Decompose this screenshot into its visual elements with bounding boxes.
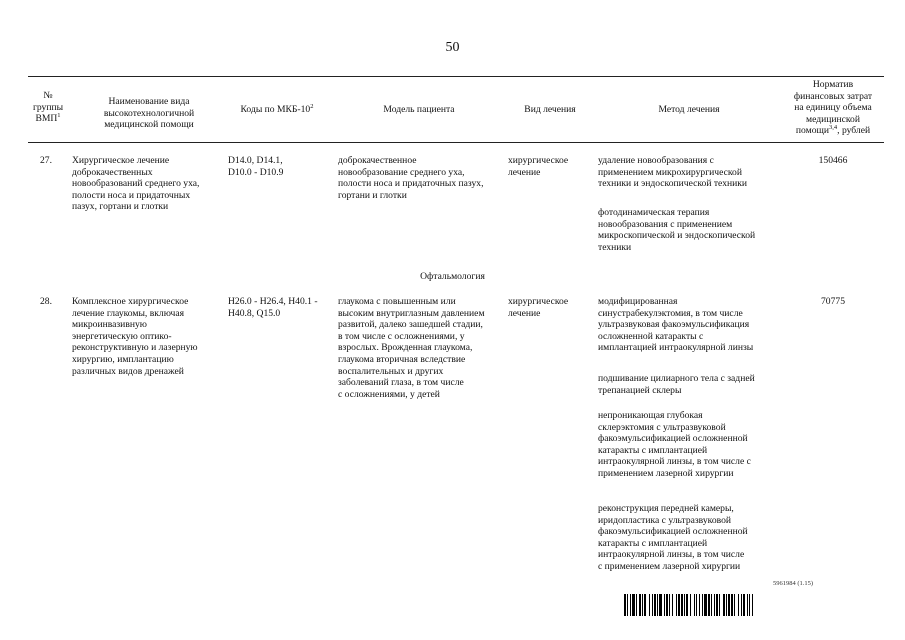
barcode-bar: [738, 594, 739, 616]
barcode-bar: [699, 594, 700, 616]
barcode-bar: [666, 594, 668, 616]
barcode: [624, 594, 884, 616]
barcode-bar: [690, 594, 691, 616]
header-treatment-type: Вид лечения: [524, 104, 576, 115]
barcode-bar: [743, 594, 745, 616]
row-treatment-type: хирургическое лечение: [508, 296, 569, 319]
barcode-bar: [630, 594, 631, 616]
barcode-bar: [624, 594, 626, 616]
barcode-bar: [676, 594, 677, 616]
row-patient-model: глаукома с повышенным или высоким внутриглазным давлением развитой, далеко зашедшей стадии, в том числе с осложнениями, у взрослых. Врожденная глаукома, глаукома вторичная вследствие воспалительных и других заболеваний глаза, в том числе с осложнениями, у детей: [338, 296, 485, 400]
barcode-bar: [642, 594, 643, 616]
barcode-caption: 5961984 (1.15): [773, 580, 814, 587]
barcode-bar: [672, 594, 673, 616]
header-care-type: Наименование вида высокотехнологичной медицинской помощи: [103, 96, 195, 131]
row-method-3: непроникающая глубокая склерэктомия с ультразвуковой факоэмульсификацией осложненной катаракты с имплантацией интраокулярной линзы, в том числе с применением лазерной хирургии: [598, 410, 751, 479]
barcode-bar: [678, 594, 680, 616]
row-cost-norm: 150466: [818, 155, 848, 166]
barcode-bar: [627, 594, 628, 616]
barcode-bar: [708, 594, 710, 616]
barcode-bar: [649, 594, 650, 616]
section-title: Офтальмология: [420, 271, 485, 282]
barcode-bar: [719, 594, 720, 616]
barcode-bar: [749, 594, 750, 616]
barcode-bar: [731, 594, 733, 616]
row-method-4: реконструкция передней камеры, иридопластика с ультразвуковой факоэмульсификацией осложненной катаракты с имплантацией интраокулярной линзы, в том числе с применением лазерной хирургии: [598, 503, 748, 572]
barcode-bar: [632, 594, 635, 616]
barcode-bar: [694, 594, 695, 616]
barcode-bar: [654, 594, 656, 616]
header-group-no: № группы ВМП$^1$: [32, 90, 64, 125]
row-number: 28.: [40, 296, 52, 307]
barcode-bar: [741, 594, 742, 616]
barcode-bar: [681, 594, 683, 616]
header-icd-codes: Коды по МКБ-$10^2$: [240, 102, 314, 115]
barcode-bar: [684, 594, 685, 616]
row-patient-model: доброкачественное новообразование среднего уха, полости носа и придаточных пазух, гортани и глотки: [338, 155, 484, 201]
barcode-bar: [686, 594, 688, 616]
barcode-bar: [702, 594, 703, 616]
row-method-1: модифицированная синустрабекулэктомия, в том числе ультразвуковая факоэмульсификация осложненной катаракты с имплантацией интраокулярной линзы: [598, 296, 754, 354]
barcode-bar: [644, 594, 646, 616]
barcode-bar: [711, 594, 712, 616]
page-number: 50: [445, 40, 460, 55]
barcode-bar: [639, 594, 641, 616]
barcode-bar: [726, 594, 727, 616]
barcode-bar: [734, 594, 735, 616]
barcode-bar: [704, 594, 707, 616]
barcode-bar: [657, 594, 658, 616]
row-care-type: Хирургическое лечение доброкачественных новообразований среднего уха, полости носа и придаточных пазух, гортани и глотки: [72, 155, 200, 213]
header-patient-model: Модель пациента: [383, 104, 455, 115]
barcode-bar: [752, 594, 753, 616]
barcode-bar: [659, 594, 662, 616]
barcode-bar: [716, 594, 718, 616]
barcode-bar: [696, 594, 697, 616]
barcode-bar: [714, 594, 715, 616]
row-method-2: фотодинамическая терапия новообразования с применением микроскопической и эндоскопической техники: [598, 207, 756, 253]
barcode-bar: [669, 594, 670, 616]
row-number: 27.: [40, 155, 52, 166]
row-method-1: удаление новообразования с применением микрохирургической техники и эндоскопической техники: [598, 155, 748, 190]
row-method-2: подшивание цилиарного тела с задней трепанацией склеры: [598, 373, 755, 396]
header-bottom-rule: [28, 142, 884, 143]
table-top-rule: [28, 76, 884, 77]
barcode-bar: [728, 594, 730, 616]
header-cost-norm: Норматив финансовых затрат на единицу объема медицинской помощи$^{3,4}$, рублей: [793, 79, 873, 137]
row-cost-norm: 70775: [821, 296, 845, 307]
row-icd-codes: D14.0, D14.1, D10.0 - D10.9: [228, 155, 284, 178]
barcode-bar: [636, 594, 637, 616]
barcode-bar: [723, 594, 725, 616]
header-treatment-method: Метод лечения: [658, 104, 720, 115]
row-treatment-type: хирургическое лечение: [508, 155, 569, 178]
row-care-type: Комплексное хирургическое лечение глаукомы, включая микроинвазивную энергетическую оптико- реконструктивную и лазерную хирургию, имплантацию различных видов дренажей: [72, 296, 198, 377]
row-icd-codes: H26.0 - H26.4, H40.1 - H40.8, Q15.0: [228, 296, 318, 319]
barcode-bar: [664, 594, 665, 616]
barcode-bar: [652, 594, 653, 616]
barcode-bar: [747, 594, 748, 616]
